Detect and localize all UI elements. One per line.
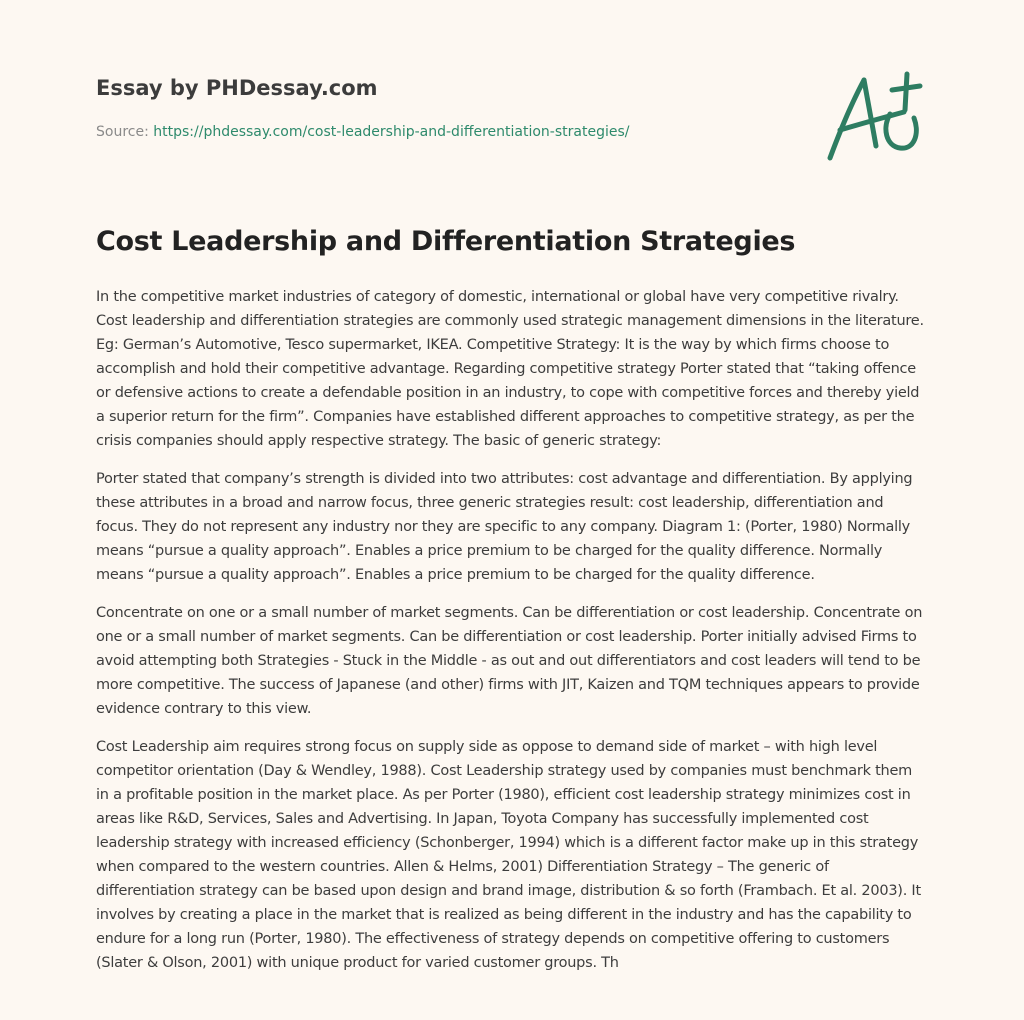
a-plus-logo-svg [820,66,930,166]
essay-paragraph-2: Porter stated that company’s strength is divided into two attributes: cost advantage and differentiation. By applying these attributes in a broad and narrow focus, three generic strategies result: cost leadership, differentiation and focus. They do not represent any industry nor they are specific to any company. Diagram 1: (Porter, 1980) Normally means “pursue a quality approach”. Enables a price premium to be charged for the quality difference. Normally means “pursue a quality approach”. Enables a price premium to be charged for the quality difference. [96,471,913,583]
essay-paragraph-3: Concentrate on one or a small number of market segments. Can be differentiation or cost leadership. Concentrate on one or a small number of market segments. Can be differentiation or cost leadership. Porter initially advised Firms to avoid attempting both Strategies - Stuck in the Middle - as out and out differentiators and cost leaders will tend to be more competitive. The success of Japanese (and other) firms with JIT, Kaizen and TQM techniques appears to provide evidence contrary to this view. [96,605,923,717]
site-brand: Essay by PHDessay.com [96,76,378,100]
essay-paragraph-4: Cost Leadership aim requires strong focus on supply side as oppose to demand side of market – with high level competitor orientation (Day & Wendley, 1988). Cost Leadership strategy used by companies must benchmark them in a profitable position in the market place. As per Porter (1980), efficient cost leadership strategy minimizes cost in areas like R&D, Services, Sales and Advertising. In Japan, Toyota Company has successfully implemented cost leadership strategy with increased efficiency (Schonberger, 1994) which is a different factor make up in this strategy when compared to the western countries. Allen & Helms, 2001) Differentiation Strategy – The generic of differentiation strategy can be based upon design and brand image, distribution & so forth (Frambach. Et al. 2003). It involves by creating a place in the market that is realized as being different in the industry and has the capability to endure for a long run (Porter, 1980). The effectiveness of strategy depends on competitive offering to customers (Slater & Olson, 2001) with unique product for varied customer groups. Th [96,739,921,971]
source-line [96,124,629,140]
essay-title: Cost Leadership and Differentiation Strategies [96,226,796,257]
source-link[interactable]: https://phdessay.com/cost-leadership-and-differentiation-strategies/ [153,124,630,140]
source-label: Source: [96,124,149,140]
a-plus-grade-icon [820,66,930,166]
essay-paragraph-1: In the competitive market industries of category of domestic, international or global have very competitive rivalry. Cost leadership and differentiation strategies are commonly used strategic management dimensions in the literature. Eg: German’s Automotive, Tesco supermarket, IKEA. Competitive Strategy: It is the way by which firms choose to accomplish and hold their competitive advantage. Regarding competitive strategy Porter stated that “taking offence or defensive actions to create a defendable position in an industry, to cope with competitive forces and thereby yield a superior return for the firm”. Companies have established different approaches to competitive strategy, as per the crisis companies should apply respective strategy. The basic of generic strategy: [96,289,924,449]
essay-body [96,285,928,989]
